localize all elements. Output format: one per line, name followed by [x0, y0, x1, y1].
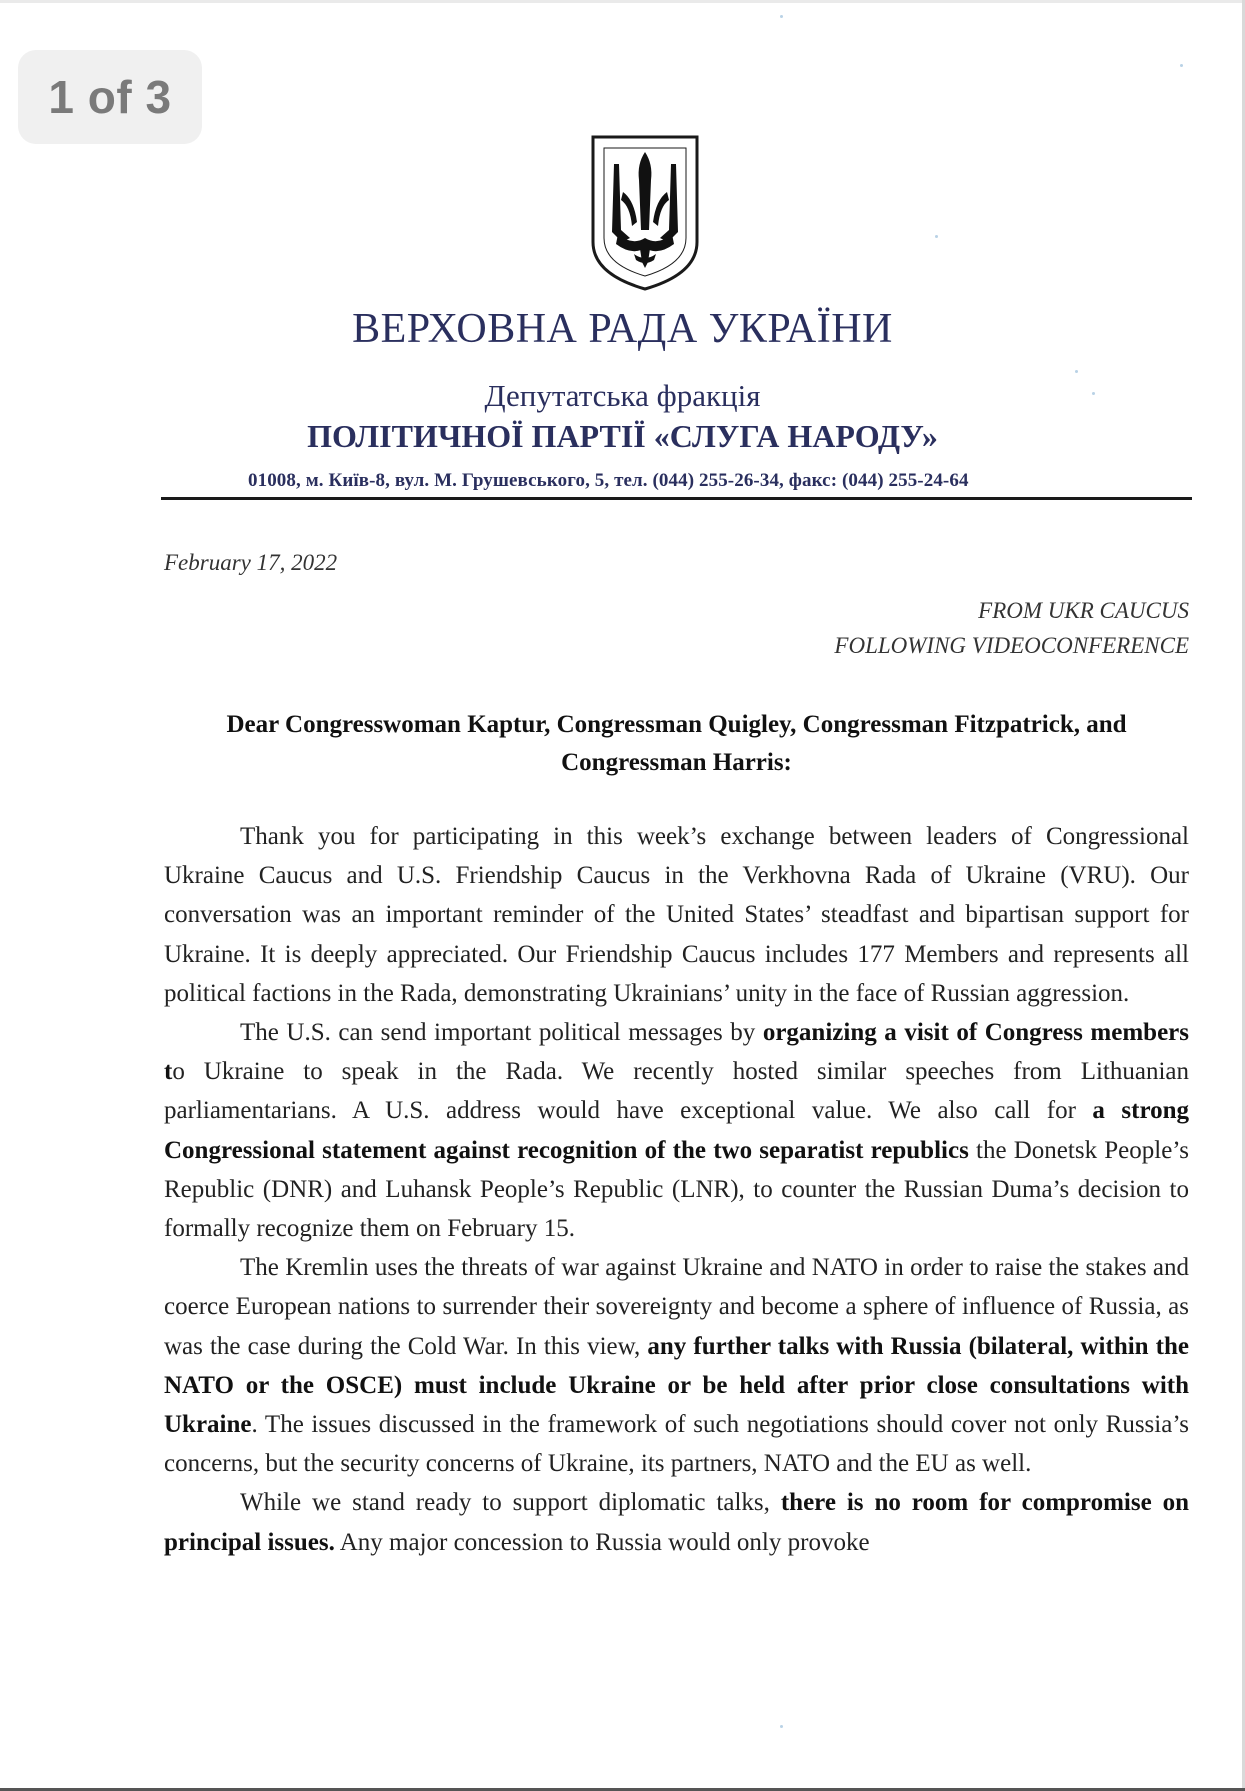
- paragraph-1-text: Thank you for participating in this week’s exchange between leaders of Congressional Ukraine Caucus and U.S. Friendship Caucus in the Verkhovna Rada of Ukraine (VRU). Our conversation was an important reminder of the United States’ steadfast and bipartisan support for Ukraine. It is deeply appreciated. Our Friendship Caucus includes 177 Members and represents all political factions in the Rada, demonstrating Ukrainians’ unity in the face of Russian aggression.: [164, 823, 1189, 1007]
- paragraph-2-bold-b: a strong Congressional statement against recognition of the two separatist republics: [164, 1097, 1189, 1164]
- scan-speck: [780, 15, 783, 18]
- scan-speck: [935, 235, 938, 238]
- letterhead-party-name: ПОЛІТИЧНОЇ ПАРТІЇ «СЛУГА НАРОДУ»: [307, 418, 938, 454]
- paragraph-4: [164, 1483, 1189, 1561]
- paragraph-2-bold-a: organizing a visit of Congress members t: [164, 1019, 1189, 1086]
- page-top-edge: [0, 0, 1245, 3]
- letter-date: February 17, 2022: [164, 550, 338, 575]
- paragraph-2: [164, 1013, 1189, 1248]
- paragraph-3: [164, 1248, 1189, 1483]
- trident-coat-of-arms-icon: [590, 134, 700, 292]
- letterhead-subtitle: Депутатська фракція: [484, 378, 761, 413]
- scan-speck: [1075, 370, 1078, 373]
- paragraph-3-text-b: . The issues discussed in the framework of such negotiations should cover not only Russia’s concerns, but the security concerns of Ukraine, its partners, NATO and the EU as well.: [164, 1411, 1189, 1478]
- from-line-1: FROM UKR CAUCUS: [978, 598, 1189, 623]
- scan-speck: [1092, 392, 1095, 395]
- paragraph-4-text-b: Any major concession to Russia would only provoke: [334, 1528, 870, 1556]
- paragraph-3-text-a: The Kremlin uses the threats of war against Ukraine and NATO in order to raise the stakes and coerce European nations to surrender their sovereignty and become a sphere of influence of Russia, as was the case during the Cold War. In this view,: [164, 1254, 1189, 1360]
- paragraph-2-text-c: the Donetsk People’s Republic (DNR) and Luhansk People’s Republic (LNR), to counter the Russian Duma’s decision to formally recognize them on February 15.: [164, 1136, 1189, 1243]
- letterhead-title: ВЕРХОВНА РАДА УКРАЇНИ: [352, 306, 893, 352]
- paragraph-3-bold: any further talks with Russia (bilateral, within the NATO or the OSCE) must include Ukraine or be held after prior close consultations with Ukraine: [164, 1332, 1189, 1439]
- page-counter-badge: 1 of 3: [18, 50, 202, 144]
- paragraph-1: [164, 817, 1189, 1013]
- paragraph-4-text-a: While we stand ready to support diplomatic talks,: [240, 1489, 781, 1517]
- scan-speck: [1180, 64, 1183, 67]
- letter-body: [164, 817, 1189, 1562]
- paragraph-2-text-a: The U.S. can send important political messages by: [240, 1019, 763, 1047]
- scan-speck: [780, 1725, 783, 1728]
- letterhead-address: 01008, м. Київ-8, вул. М. Грушевського, 5, тел. (044) 255-26-34, факс: (044) 255-24-64: [248, 470, 969, 491]
- letter-salutation: Dear Congresswoman Kaptur, Congressman Quigley, Congressman Fitzpatrick, and Congressman Harris:: [226, 711, 1127, 776]
- from-line-2: FOLLOWING VIDEOCONFERENCE: [834, 633, 1189, 658]
- paragraph-4-bold: there is no room for compromise on principal issues.: [164, 1489, 1190, 1556]
- letterhead-divider: [161, 497, 1192, 500]
- paragraph-2-text-b: o Ukraine to speak in the Rada. We recently hosted similar speeches from Lithuanian parliamentarians. A U.S. address would have exceptional value. We also call for: [164, 1058, 1189, 1125]
